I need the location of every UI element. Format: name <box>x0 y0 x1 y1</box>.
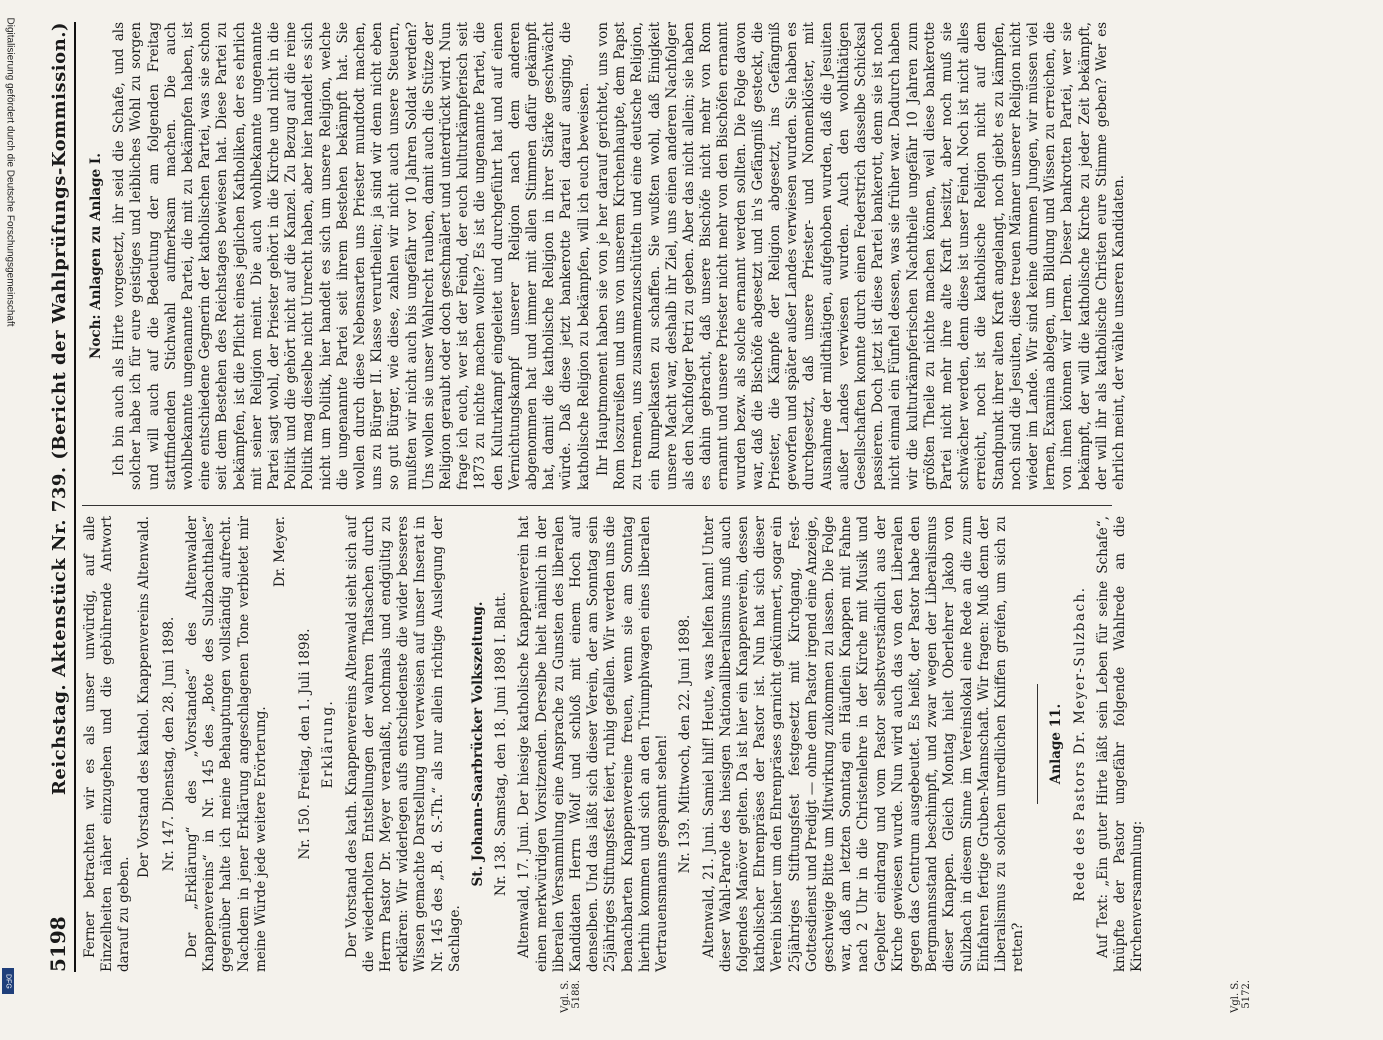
margin-note: Vgl. S. 5172. <box>1230 980 1252 1013</box>
paragraph: Ihr Hauptmoment haben sie von je her darauf gerichtet, uns von Rom loszureißen und uns von unserem Kirchenhaupte, dem Papst zu trennen, uns zusammenzuschütteln und eine deutsche Religion, ein Rumpelkasten zu schaffen. Sie wußten wohl, daß Einigkeit unsere Macht war, deshalb ihr Ziel, uns einen anderen Nachfolger als den Nachfolger Petri zu geben. Aber das nicht allein; sie haben es dahin gebracht, daß unsere Bischöfe nicht mehr von Rom ernannt und unsere Priester nicht mehr von den Bischöfen ernannt wurden bezw. als solche ernannt werden sollten. Die Folge davon war, daß die Bischöfe abgesetzt und in's Gefängniß gesteckt, die Priester, die Kämpfe der Religion abgesetzt, ins Gefängniß geworfen und später außer Landes verwiesen wurden. Sie haben es durchgesetzt, daß unsere Priester- und Nonnenklöster, mit Ausnahme der mildthätigen, aufgehoben wurden, daß die Jesuiten außer Landes verwiesen wurden. Auch den wohlthätigen Gesellschaften konnte durch einen Federstrich dasselbe Schicksal passieren. Doch jetzt ist diese Partei bankerott, denn sie ist noch nicht einmal ein Fünftel dessen, was sie früher war. Dadurch haben wir die kulturkämpferischen Nachtheile ungefähr 10 Jahren zum größten Theile zu nichte machen können, weil diese bankerotte Partei nicht mehr ihre alte Kraft besitzt, aber noch muß sie schwächer werden, denn diese ist unser Feind. Noch ist nicht alles erreicht, noch ist die katholische Religion nicht auf dem Standpunkt ihrer alten Kraft angelangt, noch giebt es zu kämpfen, noch sind die Jesuiten, diese treuen Männer unserer Religion nicht wieder im Lande. Wir sind keine dummen Jungen, wir müssen viel lernen, Examina ablegen, um Bildung und Wissen zu erreichen, die von ihnen können wir lernen. Dieser bankrotten Partei, wer sie bekämpft, der will die katholische Kirche zu jeder Zeit bekämpft, der will ihr als katholische Christen eure Stimme geben? Wer es ehrlich meint, der wähle unseren Kandidaten. <box>594 22 1127 490</box>
dfg-logo: DFG <box>2 968 14 994</box>
section-heading: Nr. 150. Freitag, den 1. Juli 1898. <box>297 628 314 860</box>
paragraph: Altenwald, 17. Juni. Der hiesige katholische Knappenverein hat einen merkwürdigen Vorsitzenden. Derselbe hielt nämlich in der liberalen Versammlung eine Ansprache zu Gunsten des liberalen Kandidaten Herrn Wolf und schloß mit einem Hoch auf denselben. Und das läßt sich dieser Verein, der am Sonntag sein 25jähriges Stiftungsfest feiert, ruhig gefallen. Wir werden uns die benachbarten Knappenvereine freuen, wenn sie am Sonntag hierhin kommen und sich an den Triumphwagen eines liberalen Vertrauensmanns gespannt sehen! <box>516 516 671 972</box>
paragraph: Auf Text: „Ein guter Hirte läßt sein Leben für seine Schafe“, knüpfte der Pastor ungefähr folgende Wahlrede an die Kirchenversammlung: <box>1094 516 1146 972</box>
section-heading: Nr. 138. Samstag, den 18. Juni 1898 I. Blatt. <box>493 591 510 897</box>
paragraph: Ferner betrachten wir es als unser unwürdig, auf alle Einzelheiten näher einzugehen und die gebührende Antwort darauf zu geben. <box>82 516 133 972</box>
newspaper-title: St. Johann-Saarbrücker Volkszeitung. <box>470 601 487 887</box>
section-heading: Noch: Anlagen zu Anlage I. <box>88 153 104 359</box>
signature: Der Vorstand des kathol. Knappenvereins Altenwald. <box>135 516 152 879</box>
paragraph: Ich bin auch als Hirte vorgesetzt, ihr seid die Schafe, und als solcher habe ich für eure geistiges und leibliches Wohl zu sorgen und will auch auf die Bedeutung der am folgenden Freitag stattfindenden Stichwahl aufmerksam machen. Die auch wohlbekannte ungenannte Partei, die mit zu bekämpfen haben, ist eine entschiedene Gegnerin der katholischen Partei, was sie schon seit dem Bestehen des Reichstages bewiesen hat. Diese Partei zu bekämpfen, ist die Pflicht eines jeglichen Katholiken, der es ehrlich mit seiner Religion meint. Die auch wohlbekannte ungenannte Partei sagt wohl, der Priester gehört in die Kirche und nicht in die Politik und die gehört nicht auf die Kanzel. Zu Bezug auf die reine Politik mag dieselbe nicht Unrecht haben, aber hier handelt es sich nicht um Politik, hier handelt es sich um unsere Religion, welche die ungenannte Partei seit ihrem Bestehen bekämpft hat. Sie wollen durch diese Nebensarten uns Priester mundtodt machen, uns zu Bürger II. Klasse verurtheilen; ja sind wir denn nicht eben so gut Bürger, wie diese, zahlen wir nicht auch unsere Steuern, mußten wir nicht auch bis ungefähr vor 10 Jahren Soldat werden? Uns wollen sie unser Wahlrecht rauben, damit auch die Stütze der Religion geraubt oder doch geschmälert und unterdrückt wird. Nun frage ich euch, wer ist der Feind, der euch kulturkämpferisch seit 1873 zu nichte machen wollte? Es ist die ungenannte Partei, die den Kulturkampf eingeleitet und durchgeführt hat und auf einen Vernichtungskampf unserer Religion nach dem anderen abgenommen hat und immer mit allen Stimmen dafür gekämpft hat, damit die katholische Religion in ihrer Stärke geschwächt würde. Daß diese jetzt bankerotte Partei darauf ausging, die katholische Religion zu bekämpfen, will ich euch beweisen. <box>111 22 592 490</box>
margin-note: Vgl. S. 5188. <box>560 980 582 1013</box>
page-header <box>30 22 76 972</box>
page-number: 5198 <box>46 916 70 972</box>
section-subheading: Erklärung. <box>320 699 337 789</box>
divider-rule <box>1037 684 1038 804</box>
right-column <box>82 22 1130 490</box>
column-divider <box>82 505 1112 506</box>
signature: Dr. Meyer. <box>272 516 289 588</box>
annex-heading: Anlage 11. <box>1048 703 1065 785</box>
section-heading: Nr. 139. Mittwoch, den 22. Juni 1898. <box>677 614 694 874</box>
section-heading: Rede des Pastors Dr. Meyer-Sulzbach. <box>1071 586 1088 902</box>
left-column <box>82 516 1148 972</box>
paragraph: Altenwald, 21. Juni. Samiel hilf! Heute, was helfen kann! Unter dieser Wahl-Parole des hiesigen Nationalliberalismus muß auch folgendes Manöver gelten. Da ist hier ein Knappenverein, dessen katholischer Ehrenpräses der Pastor ist. Nun hat sich dieser Verein bisher um den Ehrenpräses garnicht gekümmert, sogar ein 25jähriges Stiftungsfest festgesetzt mit Kirchgang, Fest-Gottesdienst und Predigt — ohne dem Pastor irgend eine Anzeige, geschweige Bitte um Mitwirkung zukommen zu lassen. Die Folge war, daß am letzten Sonntag ein Häuflein Knappen mit Fahne nach 2 Uhr in die Christenlehre in der Kirche mit Musik und Gepolter eindrang und vom Pastor selbstverständlich aus der Kirche gewiesen wurde. Nun wird auch das von den Liberalen gegen das Centrum ausgebeutet. Es heißt, der Pastor habe den Bergmannsstand beschimpft, und zwar wegen der Liberalismus dieser Knappen. Gleich Montag hielt Oberlehrer Jakob von Sulzbach in diesem Sinne im Vereinslokal eine Rede an die zum Einfahren fertige Gruben-Mannschaft. Wir fragen: Muß denn der Liberalismus zu solchen unredlichen Kniffen greifen, um sich zu retten? <box>700 516 1027 972</box>
paragraph: Der Vorstand des kath. Knappenvereins Altenwald sieht sich auf die wiederholten Entstellungen der wahren Thatsachen durch Herrn Pastor Dr. Meyer veranlaßt, nochmals und endgültig zu erklären: Wir widerlegen aufs entschiedenste die wider besseres Wissen gemachte Darstellung und verweisen auf unser Inserat in Nr. 145 des „B. d. S.-Th.“ als nur allein richtige Auslegung der Sachlage. <box>343 516 463 972</box>
section-heading: Nr. 147. Dienstag, den 28. Juni 1898. <box>160 616 177 872</box>
page-title: Reichstag. Aktenstück Nr. 739. (Bericht der Wahlprüfungs-Kommission.) <box>49 22 70 796</box>
digitization-credit: Digitalisierung gefördert durch die Deutsche Forschungsgemeinschaft <box>4 17 16 327</box>
paragraph: Der „Erklärung“ des „Vorstandes“ des Altenwalder Knappenvereins“ in Nr. 145 des „Bote des Sulzbachthales“ gegenüber halte ich meine Behauptungen vollständig aufrecht. Nachdem in jener Erklärung angeschlagenen Tone verbietet mir meine Würde jede weitere Erörterung. <box>184 516 269 972</box>
